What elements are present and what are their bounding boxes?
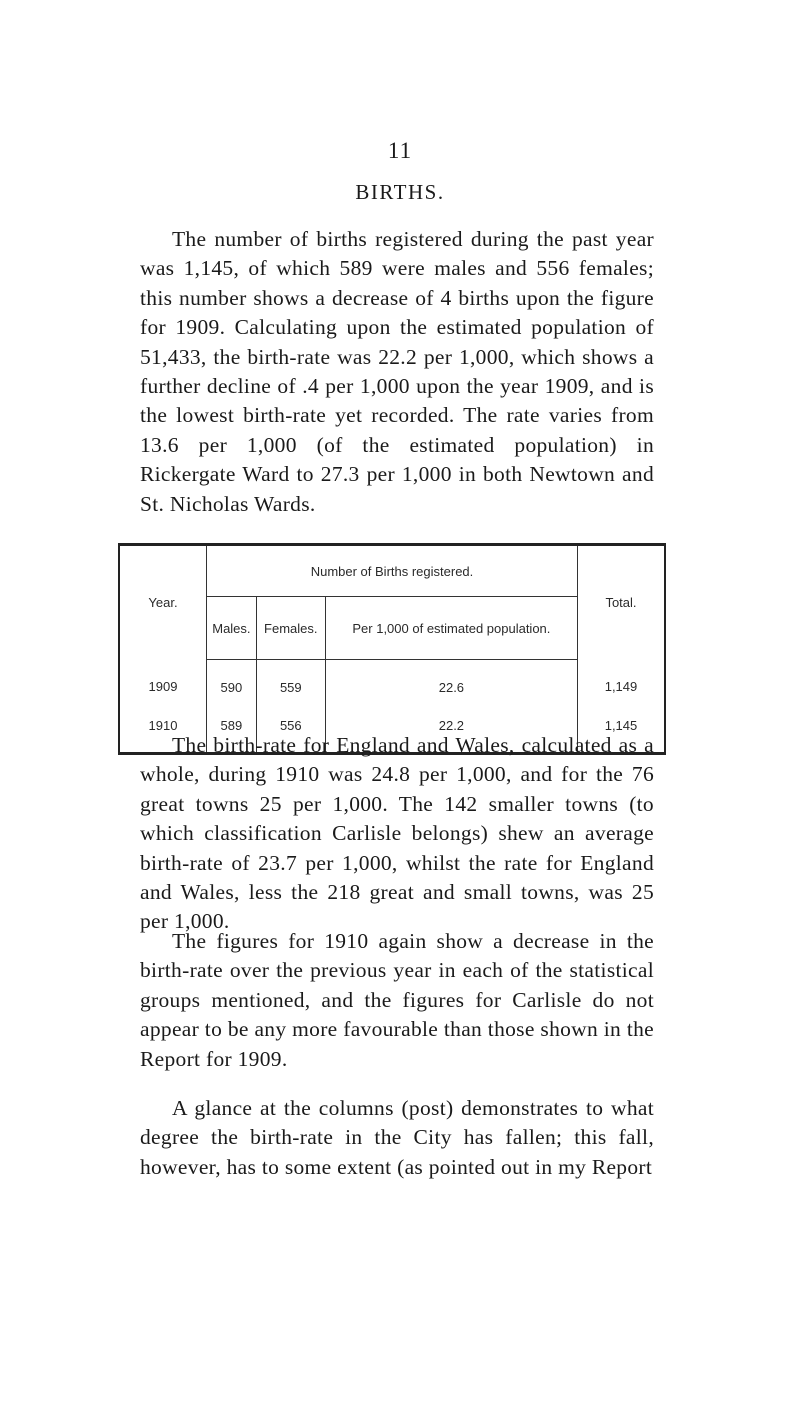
paragraph-england-wales-rates: The birth-rate for England and Wales, calculated as a whole, during 1910 was 24.8 per 1,000, and for the 76 great towns 25 per 1,000. The 142 smaller towns (to which classification Carlisle belongs) shew an average birth-rate of 23.7 per 1,000, whilst the rate for England and Wales, less the 218 great and small towns, was 25 per 1,000. [140,733,654,934]
header-number-of-births: Number of Births registered. [207,545,578,597]
cell-males: 590 [207,660,257,707]
paragraph-1910-decrease: The figures for 1910 again show a decrease in the birth-rate over the previous year in each of the statistical groups mentioned, and the figures for Carlisle do not appear to be any more favourable than those shown in the Report for 1909. [140,929,654,1071]
cell-males: 589 [207,706,257,754]
cell-per-1000: 22.6 [438,679,465,695]
header-year: Year. [119,545,207,660]
paragraph-columns-glance: A glance at the columns (post) demonstrates to what degree the birth-rate in the City has fallen; this fall, however, has to some extent (as pointed out in my Report [140,1096,654,1179]
cell-total: 1,149 [578,660,666,707]
cell-per-1000: 22.2 [438,717,465,733]
header-females: Females. [256,597,325,660]
table-row [119,660,665,707]
section-heading: BIRTHS. [355,180,445,204]
paragraph-births-summary: The number of births registered during the past year was 1,145, of which 589 were males and 556 females; this number shows a decrease of 4 births upon the figure for 1909. Calculating upon the estimated population of 51,433, the birth-rate was 22.2 per 1,000, which shows a further decline of .4 per 1,000 upon the year 1909, and is the lowest birth-rate yet recorded. The rate varies from 13.6 per 1,000 (of the estimated population) in Rickergate Ward to 27.3 per 1,000 in both Newtown and St. Nicholas Wards. [140,227,654,516]
header-per-1000: Per 1,000 of estimated population. [325,597,577,660]
page-number: 11 [387,138,413,163]
cell-year: 1909 [119,660,207,707]
header-males: Males. [207,597,257,660]
cell-females: 556 [256,706,325,754]
births-table [118,543,666,755]
cell-total: 1,145 [578,706,666,754]
header-total: Total. [578,545,666,660]
cell-females: 559 [256,660,325,707]
cell-year: 1910 [119,706,207,754]
